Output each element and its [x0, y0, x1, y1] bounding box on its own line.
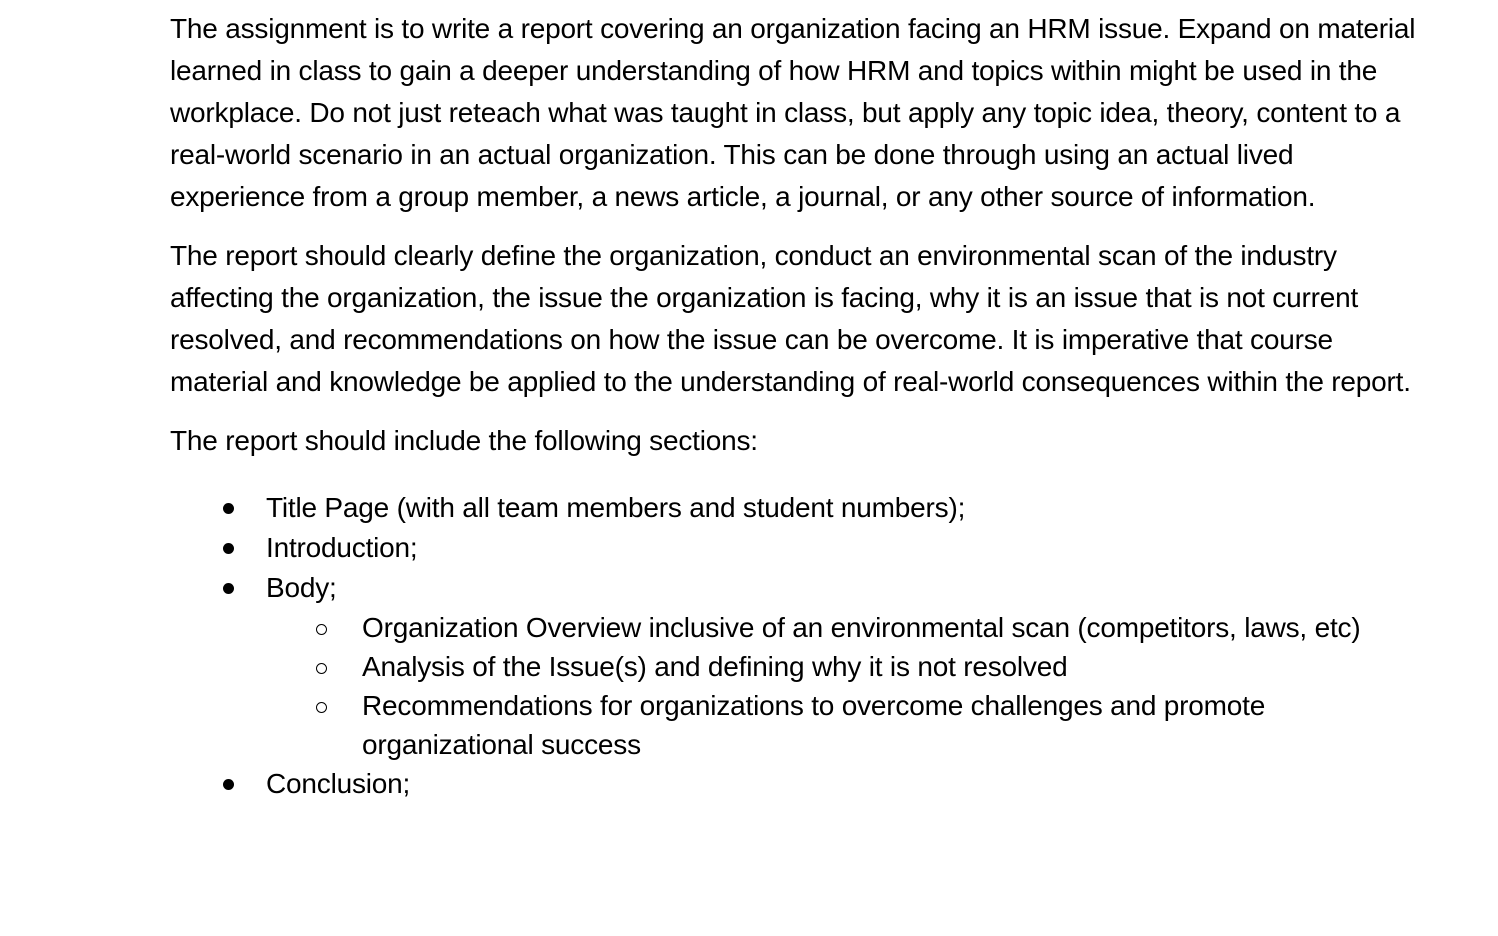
bullet-icon	[223, 543, 234, 554]
bullet-icon	[223, 779, 234, 790]
list-item-label: Introduction;	[266, 532, 418, 563]
sub-list-item	[266, 608, 1372, 647]
sections-list	[170, 488, 1420, 804]
list-item	[170, 488, 1420, 528]
hollow-bullet-icon	[316, 624, 327, 635]
sub-list-item-label: Analysis of the Issue(s) and defining why it is not resolved	[362, 651, 1068, 682]
sub-list-item	[266, 647, 1372, 686]
list-item-label: Title Page (with all team members and student numbers);	[266, 492, 966, 523]
sub-list-item	[266, 686, 1372, 764]
body-subsections-list	[266, 608, 1420, 764]
bullet-icon	[223, 503, 234, 514]
list-item	[170, 528, 1420, 568]
list-item	[170, 764, 1420, 804]
sub-list-item-label: Organization Overview inclusive of an environmental scan (competitors, laws, etc)	[362, 612, 1361, 643]
paragraph-sections-intro: The report should include the following sections:	[170, 425, 758, 456]
paragraph-assignment: The assignment is to write a report covering an organization facing an HRM issue. Expand on material learned in class to gain a deeper understanding of how HRM and topics within might be used in the workplace. Do not just reteach what was taught in class, but apply any topic idea, theory, content to a real-world scenario in an actual organization. This can be done through using an actual lived experience from a group member, a news article, a journal, or any other source of information.	[170, 13, 1416, 212]
paragraph-report-requirements: The report should clearly define the organization, conduct an environmental scan of the industry affecting the organization, the issue the organization is facing, why it is an issue that is not current resolved, and recommendations on how the issue can be overcome. It is imperative that course material and knowledge be applied to the understanding of real-world consequences within the report.	[170, 240, 1411, 397]
list-item-label: Conclusion;	[266, 768, 411, 799]
list-item	[170, 568, 1420, 764]
document-page	[170, 8, 1420, 804]
hollow-bullet-icon	[316, 663, 327, 674]
sub-list-item-label: Recommendations for organizations to overcome challenges and promote organizational success	[362, 690, 1266, 760]
bullet-icon	[223, 583, 234, 594]
list-item-label: Body;	[266, 572, 337, 603]
hollow-bullet-icon	[316, 702, 327, 713]
